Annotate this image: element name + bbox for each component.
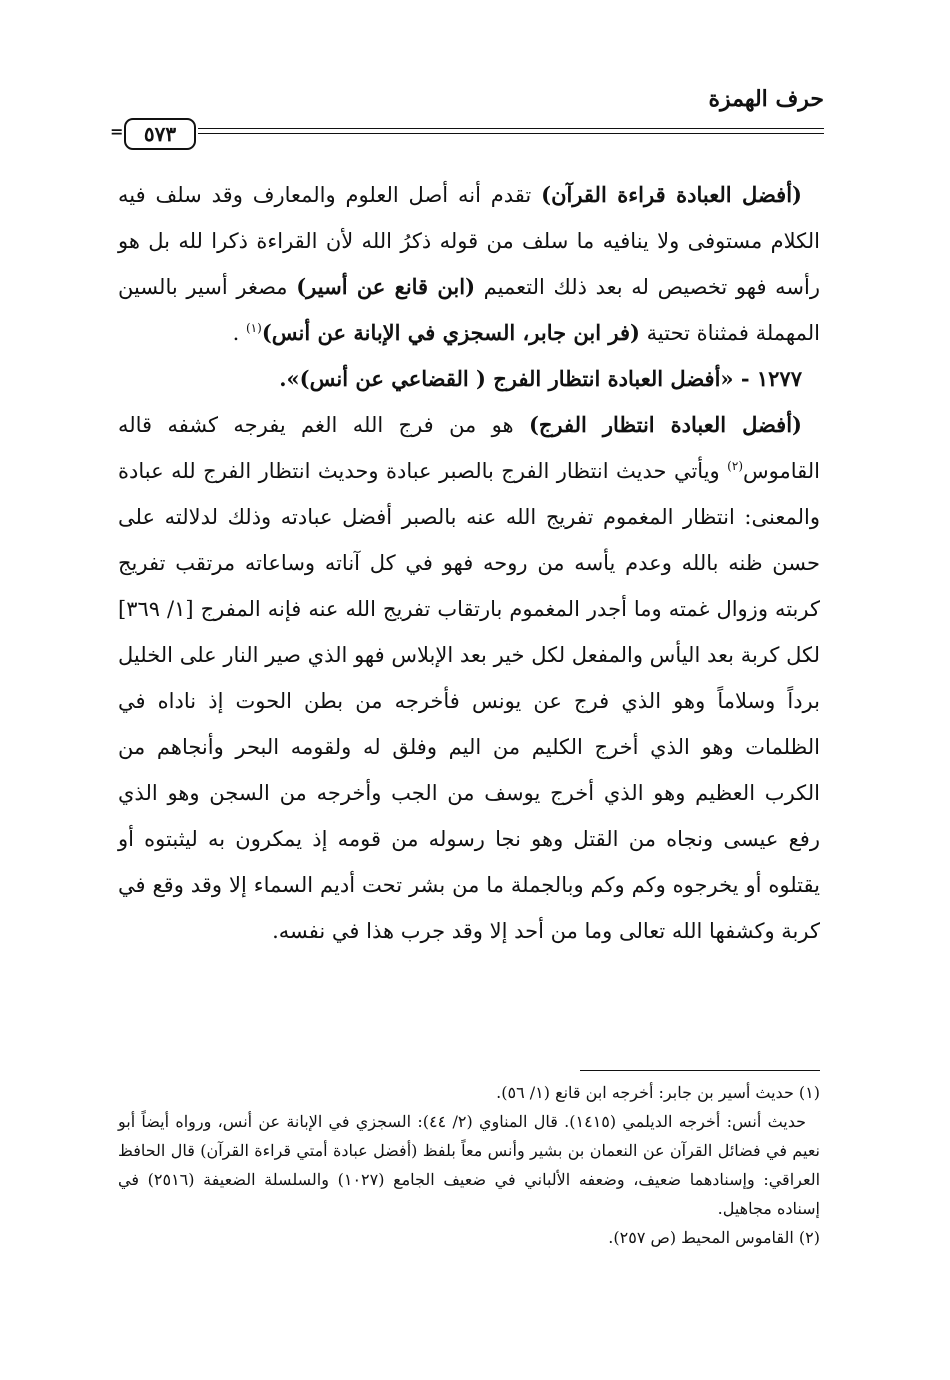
- text-run: تقدم أنه أصل العلوم والمعارف وقد سلف فيه الكلام مستوفى ولا ينافيه ما سلف من قوله ذكرُ الله لأن القراءة ذكرا لله بل هو رأسه فهو تخصيص له بعد ذلك التعميم: [118, 183, 820, 299]
- header-rule-line: [198, 128, 824, 129]
- footnote-separator: [580, 1070, 820, 1071]
- text-run: مصغر أسير بالسين المهملة فمثناة تحتية: [118, 275, 820, 345]
- hadith-entry: [118, 356, 820, 402]
- text-run: .: [232, 321, 246, 345]
- main-text: [118, 172, 820, 954]
- header-rule-line: [198, 133, 824, 134]
- bold-phrase: (فر ابن جابر، السجزي في الإبانة عن أنس): [261, 320, 640, 345]
- footnotes: [118, 1078, 820, 1252]
- paragraph: [118, 172, 820, 356]
- footnote-ref: (٢): [727, 459, 743, 473]
- header-rule: [110, 120, 824, 144]
- text-run: هو من فرج الله الغم يفرجه كشفه قاله القاموس: [118, 413, 820, 483]
- hadith-heading: ١٢٧٧ - «أفضل العبادة انتظار الفرج ( القضاعي عن أنس)».: [279, 366, 802, 391]
- text-run: ويأتي حديث انتظار الفرج بالصبر عبادة وحديث انتظار الفرج لله عبادة والمعنى: انتظار المغموم تفريج الله عنه بالصبر أفضل عبادته وذلك لدلالته على حسن ظنه بالله وعدم يأسه من روحه فهو في كل آناته وساعاته مرتقب تفريج كربته وزوال غمته وما أجدر المغموم بارتقاب تفريج الله عنه فإنه المفرج [١/ ٣٦٩] لكل كربة بعد اليأس والمفعل لكل خير بعد الإبلاس فهو الذي صير النار على الخليل برداً وسلاماً وهو الذي فرج عن يونس فأخرجه من بطن الحوت إذ ناداه في الظلمات وهو الذي أخرج الكليم من اليم وفلق له ولقومه البحر وأنجاهم من الكرب العظيم وهو الذي أخرج يوسف من الجب وأخرجه من السجن وهو الذي رفع عيسى ونجاه من القتل وهو نجا رسوله من قومه إذ يمكرون به ليثبتوه أو يقتلوه أو يخرجوه وكم وكم وبالجملة ما من بشر تحت أديم السماء إلا وقد وقع في كربة وكشفها الله تعالى وما من أحد إلا وقد جرب هذا في نفسه.: [118, 459, 820, 943]
- footnote: (٢) القاموس المحيط (ص ٢٥٧).: [608, 1228, 820, 1247]
- paragraph: [118, 402, 820, 954]
- bold-phrase: (أفضل العبادة قراءة القرآن): [541, 182, 802, 207]
- footnote: (١) حديث أسير بن جابر: أخرجه ابن قانع (١/ ٥٦).: [496, 1083, 820, 1102]
- rule-ornament: =: [110, 122, 124, 141]
- footnote-ref: (١): [245, 321, 262, 335]
- page-number: ٥٧٣: [124, 118, 196, 150]
- chapter-title: حرف الهمزة: [708, 86, 824, 112]
- bold-phrase: (ابن قانع عن أسير): [296, 274, 476, 299]
- footnote: حديث أنس: أخرجه الديلمي (١٤١٥). قال المناوي (٢/ ٤٤): السجزي في الإبانة عن أنس، ورواه أيضاً أبو نعيم في فضائل القرآن عن النعمان بن بشير وأنس معاً بلفظ (أفضل عبادة أمتي قراءة القرآن) قال الحافظ العراقي: وإسنادهما ضعيف، وضعفه الألباني في ضعيف الجامع (١٠٢٧) والسلسلة الضعيفة (٢٥١٦) في إسناده مجاهيل.: [118, 1112, 821, 1218]
- bold-phrase: (أفضل العبادة انتظار الفرج): [528, 412, 802, 437]
